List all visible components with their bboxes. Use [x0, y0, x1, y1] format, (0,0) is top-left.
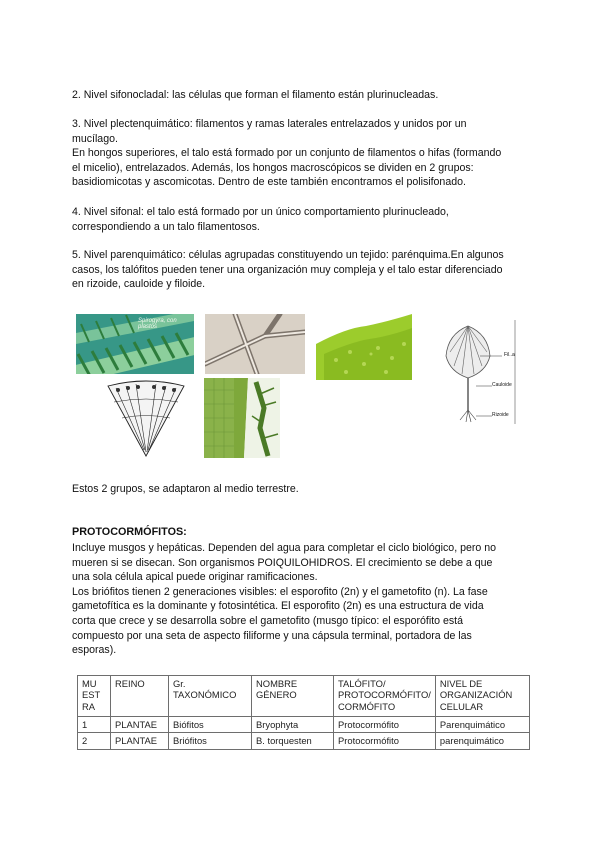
text-line: gametofítica es la dominante y fotosintética. El esporofito (2n) es una estructura de vida [72, 600, 484, 613]
text-line: 4. Nivel sifonal: el talo está formado por un único comportamiento plurinucleado, [72, 206, 449, 218]
table-cell: B. torquesten [252, 733, 334, 749]
text-line: basidiomicotas y ascomicotas. Dentro de este también encontramos el polisifonado. [72, 176, 466, 189]
table-cell: Bryophyta [252, 717, 334, 733]
parenchyma-thallus-image [316, 314, 412, 380]
text-line: En hongos superiores, el talo está formado por un conjunto de filamentos o hifas (formando [72, 147, 502, 160]
table-cell: PLANTAE [111, 717, 169, 733]
table-header-row [78, 676, 530, 717]
header-muestra: MU EST RA [78, 676, 111, 717]
rizoide-label: Rizoide [492, 412, 509, 418]
table-cell: 1 [78, 717, 111, 733]
cauloide-label: Cauloide [492, 382, 512, 388]
table-cell: Briófitos [169, 733, 252, 749]
section-heading-protocormofitos: PROTOCORMÓFITOS: [72, 526, 187, 538]
text-line: mueren si se disecan. Son organismos POIQUILOHIDROS. El crecimiento se debe a que [72, 556, 493, 569]
hyphae-image [205, 314, 305, 374]
text-line: 2. Nivel sifonocladal: las células que forman el filamento están plurinucleadas. [72, 89, 439, 101]
text-line: 3. Nivel plectenquimático: filamentos y ramas laterales entrelazados y unidos por un [72, 118, 467, 130]
text-line: 5. Nivel parenquimático: células agrupadas constituyendo un tejido: parénquima.En algunos [72, 249, 504, 261]
filoide-label: Fil..a [504, 352, 515, 358]
header-reino: REINO [111, 676, 169, 717]
paragraph-sifonocladal [72, 88, 534, 103]
table-row [78, 733, 530, 749]
spirogyra-image [76, 314, 194, 374]
paragraph-protocormofitos [72, 541, 534, 658]
text-line: una sola célula apical puede originar ramificaciones. [72, 571, 318, 584]
table-cell: Biófitos [169, 717, 252, 733]
table-cell: PLANTAE [111, 733, 169, 749]
text-line: Los briófitos tienen 2 generaciones visibles: el esporofito (2n) y el gametofito (n). La fase [72, 585, 488, 598]
fruiting-body-drawing [104, 378, 188, 458]
text-line: corta que crece y se desarrolla sobre el gametofito (musgo típico: el esporófito está [72, 614, 463, 627]
table-cell: 2 [78, 733, 111, 749]
table-row [78, 717, 530, 733]
text-line: el micelio), entrelazados. Además, los hongos macroscópicos se dividen en 2 grupos: [72, 161, 474, 174]
text-line: compuesto por una seta de aspecto filiforme y una cápsula terminal, portadora de las [72, 629, 472, 642]
text-line: correspondiendo a un talo filamentosos. [72, 220, 260, 233]
header-grupo-taxonomico: Gr. TAXONÓMICO [169, 676, 252, 717]
paragraph-sifonal [72, 205, 534, 234]
header-nombre-genero: NOMBRE GÉNERO [252, 676, 334, 717]
text-line: Incluye musgos y hepáticas. Dependen del agua para completar el ciclo biológico, pero no [72, 542, 497, 554]
header-talofito: TALÓFITO/ PROTOCORMÓFITO/ CORMÓFITO [334, 676, 436, 717]
paragraph-plectenquimatico [72, 117, 534, 190]
text-line: casos, los talófitos pueden tener una organización muy compleja y el talo estar diferenciado [72, 263, 503, 276]
text-line: mucílago. [72, 132, 118, 145]
table-cell: parenquimático [435, 733, 529, 749]
moss-leaf-micrograph [204, 378, 280, 458]
text-line: en rizoide, cauloide y filoide. [72, 278, 206, 291]
paragraph-adaptation [72, 482, 534, 497]
text-line: Estos 2 grupos, se adaptaron al medio terrestre. [72, 483, 299, 495]
paragraph-parenquimatico [72, 248, 534, 292]
classification-table [77, 675, 530, 750]
table-cell: Protocormófito [334, 717, 436, 733]
spirogyra-label: Spirogyra, con plastos [138, 318, 177, 330]
moss-structure-diagram [430, 316, 526, 426]
table-cell: Parenquimático [435, 717, 529, 733]
table-cell: Protocormófito [334, 733, 436, 749]
header-nivel-organizacion: NIVEL DE ORGANIZACIÓN CELULAR [435, 676, 529, 717]
text-line: esporas). [72, 644, 117, 657]
